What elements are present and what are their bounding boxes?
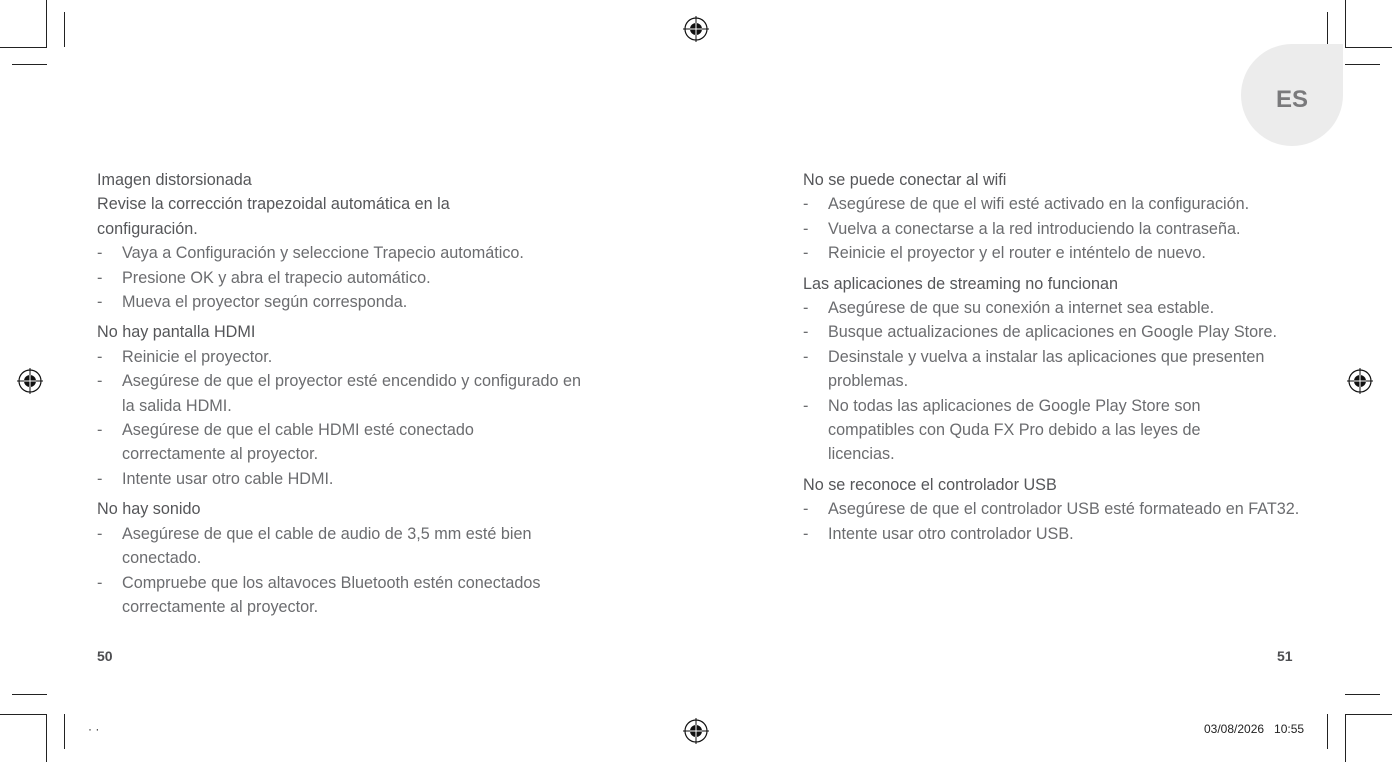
crop-mark: [1345, 694, 1380, 695]
list-item: - Asegúrese de que el cable HDMI esté conectado correctamente al proyector.: [97, 421, 474, 464]
section-subtitle: Revise la corrección trapezoidal automática en la configuración.: [97, 195, 450, 238]
bullet-list: [803, 192, 1303, 265]
bullet-list: [97, 241, 597, 314]
registration-mark-icon: [683, 718, 709, 744]
crop-mark: [46, 0, 47, 47]
footer-left-mark: · ·: [88, 722, 100, 736]
registration-mark-icon: [1347, 368, 1373, 394]
bullet-list: [803, 296, 1303, 467]
list-item: - Presione OK y abra el trapecio automático.: [97, 268, 431, 287]
list-item: - Vuelva a conectarse a la red introduciendo la contraseña.: [803, 219, 1241, 238]
list-item: - No todas las aplicaciones de Google Play Store son compatibles con Quda FX Pro debido a las leyes de licencias.: [803, 396, 1201, 464]
right-column: [803, 168, 1303, 546]
bullet-list: [803, 497, 1303, 546]
list-item: - Intente usar otro controlador USB.: [803, 524, 1074, 543]
crop-mark: [1345, 64, 1380, 65]
registration-mark-icon: [17, 368, 43, 394]
crop-mark: [1327, 12, 1328, 47]
list-item: - Desinstale y vuelva a instalar las aplicaciones que presenten problemas.: [803, 347, 1265, 391]
crop-mark: [64, 714, 65, 749]
section-no-hdmi: [97, 320, 597, 491]
crop-mark: [0, 47, 47, 48]
crop-mark: [12, 694, 47, 695]
language-badge: [1241, 44, 1343, 146]
list-item: - Compruebe que los altavoces Bluetooth estén conectados correctamente al proyector.: [97, 573, 541, 616]
bullet-list: [97, 522, 597, 620]
list-item: - Asegúrese de que su conexión a internet sea estable.: [803, 299, 1215, 318]
section-title: Imagen distorsionada: [97, 171, 252, 189]
section-title: Las aplicaciones de streaming no funcionan: [803, 274, 1118, 293]
section-title: No se puede conectar al wifi: [803, 171, 1007, 189]
section-usb: [803, 473, 1303, 546]
registration-mark-icon: [683, 16, 709, 42]
section-distorted-image: [97, 168, 597, 314]
list-item: - Asegúrese de que el proyector esté encendido y configurado en la salida HDMI.: [97, 372, 581, 415]
list-item: - Asegúrese de que el cable de audio de 3,5 mm esté bien conectado.: [97, 524, 532, 568]
left-column: [97, 168, 597, 619]
bullet-list: [97, 345, 597, 491]
list-item: - Asegúrese de que el wifi esté activado en la configuración.: [803, 195, 1250, 214]
list-item: - Intente usar otro cable HDMI.: [97, 469, 334, 488]
footer-timestamp: 03/08/2026 10:55: [1204, 722, 1305, 736]
crop-mark: [64, 12, 65, 47]
section-title: No hay sonido: [97, 500, 201, 519]
list-item: - Mueva el proyector según corresponda.: [97, 293, 408, 312]
section-no-sound: [97, 497, 597, 619]
section-title: No hay pantalla HDMI: [97, 323, 256, 342]
section-title: No se reconoce el controlador USB: [803, 475, 1057, 494]
language-badge-label: ES: [1275, 86, 1308, 113]
page-number-right: 51: [1277, 648, 1293, 664]
crop-mark: [1345, 47, 1392, 48]
crop-mark: [1345, 714, 1392, 715]
crop-mark: [1345, 714, 1346, 762]
page-number-left: 50: [97, 648, 113, 664]
list-item: - Vaya a Configuración y seleccione Trapecio automático.: [97, 244, 524, 263]
list-item: - Busque actualizaciones de aplicaciones en Google Play Store.: [803, 323, 1278, 342]
crop-mark: [1327, 714, 1328, 749]
crop-mark: [12, 64, 47, 65]
list-item: - Asegúrese de que el controlador USB esté formateado en FAT32.: [803, 500, 1300, 519]
section-wifi: [803, 168, 1303, 266]
crop-mark: [46, 714, 47, 762]
list-item: - Reinicie el proyector.: [97, 347, 273, 366]
crop-mark: [0, 714, 47, 715]
list-item: - Reinicie el proyector y el router e inténtelo de nuevo.: [803, 244, 1206, 263]
crop-mark: [1345, 0, 1346, 47]
section-streaming-apps: [803, 272, 1303, 467]
